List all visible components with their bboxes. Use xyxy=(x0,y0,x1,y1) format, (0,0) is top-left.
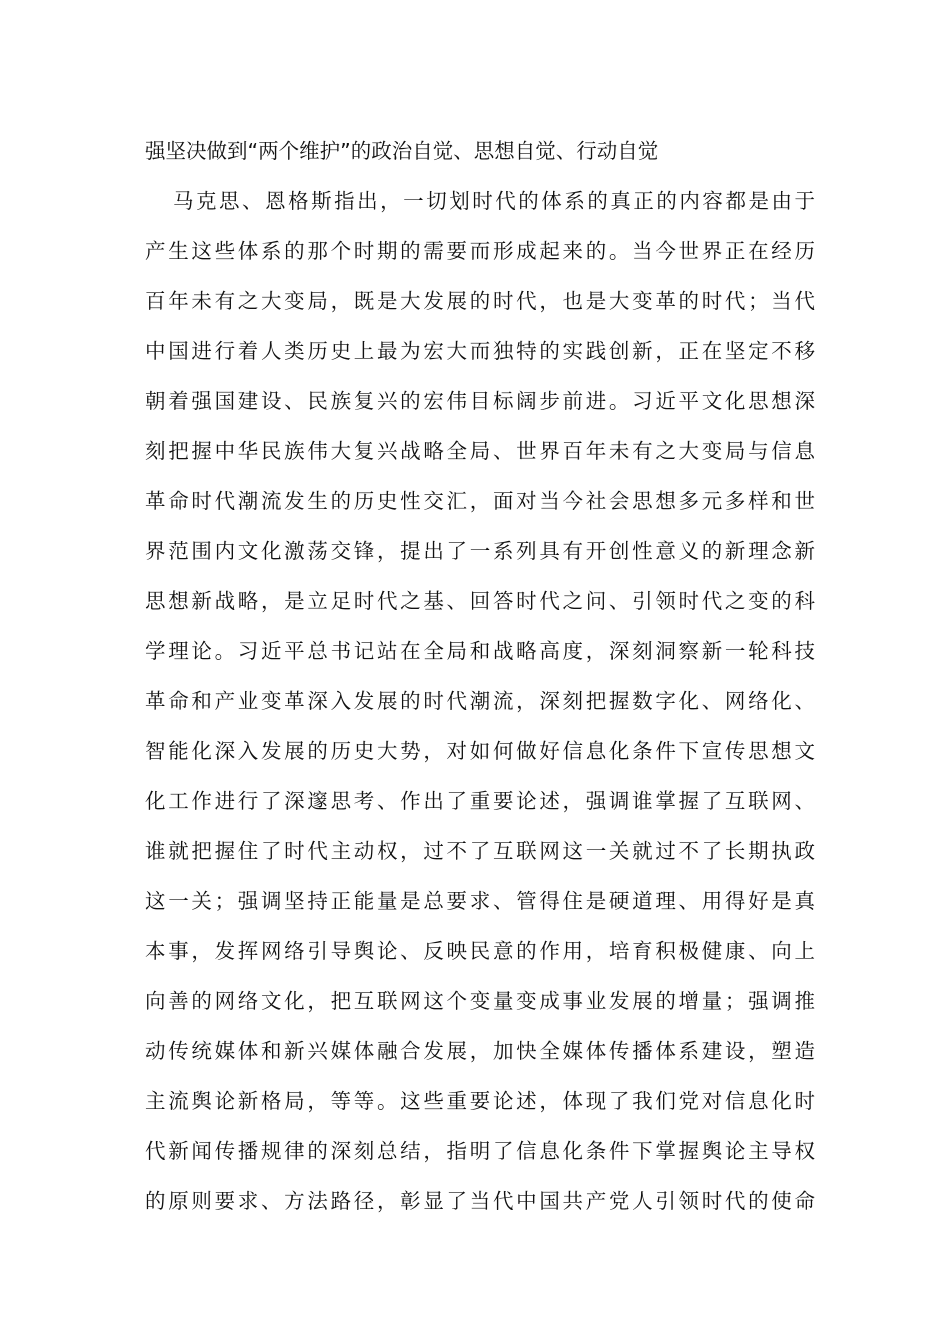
body-text xyxy=(145,126,815,1226)
paragraph-line: 界范围内文化激荡交锋，提出了一系列具有开创性意义的新理念新 xyxy=(145,539,815,563)
paragraph-line: 化工作进行了深邃思考、作出了重要论述，强调谁掌握了互联网、 xyxy=(145,789,815,813)
paragraph-line: 学理论。习近平总书记站在全局和战略高度，深刻洞察新一轮科技 xyxy=(145,639,815,663)
paragraph-line: 的原则要求、方法路径，彰显了当代中国共产党人引领时代的使命 xyxy=(145,1189,815,1213)
paragraph-line: 中国进行着人类历史上最为宏大而独特的实践创新，正在坚定不移 xyxy=(145,339,815,363)
paragraph-line: 革命时代潮流发生的历史性交汇，面对当今社会思想多元多样和世 xyxy=(145,489,815,513)
paragraph-line: 动传统媒体和新兴媒体融合发展，加快全媒体传播体系建设，塑造 xyxy=(145,1039,815,1063)
paragraph-line: 谁就把握住了时代主动权，过不了互联网这一关就过不了长期执政 xyxy=(145,839,815,863)
paragraph-line: 百年未有之大变局，既是大发展的时代，也是大变革的时代；当代 xyxy=(145,289,815,313)
paragraph-line: 主流舆论新格局，等等。这些重要论述，体现了我们党对信息化时 xyxy=(145,1089,815,1113)
paragraph-line: 思想新战略，是立足时代之基、回答时代之问、引领时代之变的科 xyxy=(145,589,815,613)
paragraph-line: 朝着强国建设、民族复兴的宏伟目标阔步前进。习近平文化思想深 xyxy=(145,389,815,413)
paragraph-line: 本事，发挥网络引导舆论、反映民意的作用，培育积极健康、向上 xyxy=(145,939,815,963)
paragraph-line: 这一关；强调坚持正能量是总要求、管得住是硬道理、用得好是真 xyxy=(145,889,815,913)
paragraph-line: 刻把握中华民族伟大复兴战略全局、世界百年未有之大变局与信息 xyxy=(145,439,815,463)
paragraph-line: 向善的网络文化，把互联网这个变量变成事业发展的增量；强调推 xyxy=(145,989,815,1013)
paragraph-line: 代新闻传播规律的深刻总结，指明了信息化条件下掌握舆论主导权 xyxy=(145,1139,815,1163)
paragraph-line: 产生这些体系的那个时期的需要而形成起来的。当今世界正在经历 xyxy=(145,239,815,263)
paragraph-line: 马克思、恩格斯指出，一切划时代的体系的真正的内容都是由于 xyxy=(173,189,815,213)
paragraph-line: 智能化深入发展的历史大势，对如何做好信息化条件下宣传思想文 xyxy=(145,739,815,763)
paragraph-line: 革命和产业变革深入发展的时代潮流，深刻把握数字化、网络化、 xyxy=(145,689,815,713)
heading-line-continuation: 强坚决做到“两个维护”的政治自觉、思想自觉、行动自觉 xyxy=(145,139,659,163)
